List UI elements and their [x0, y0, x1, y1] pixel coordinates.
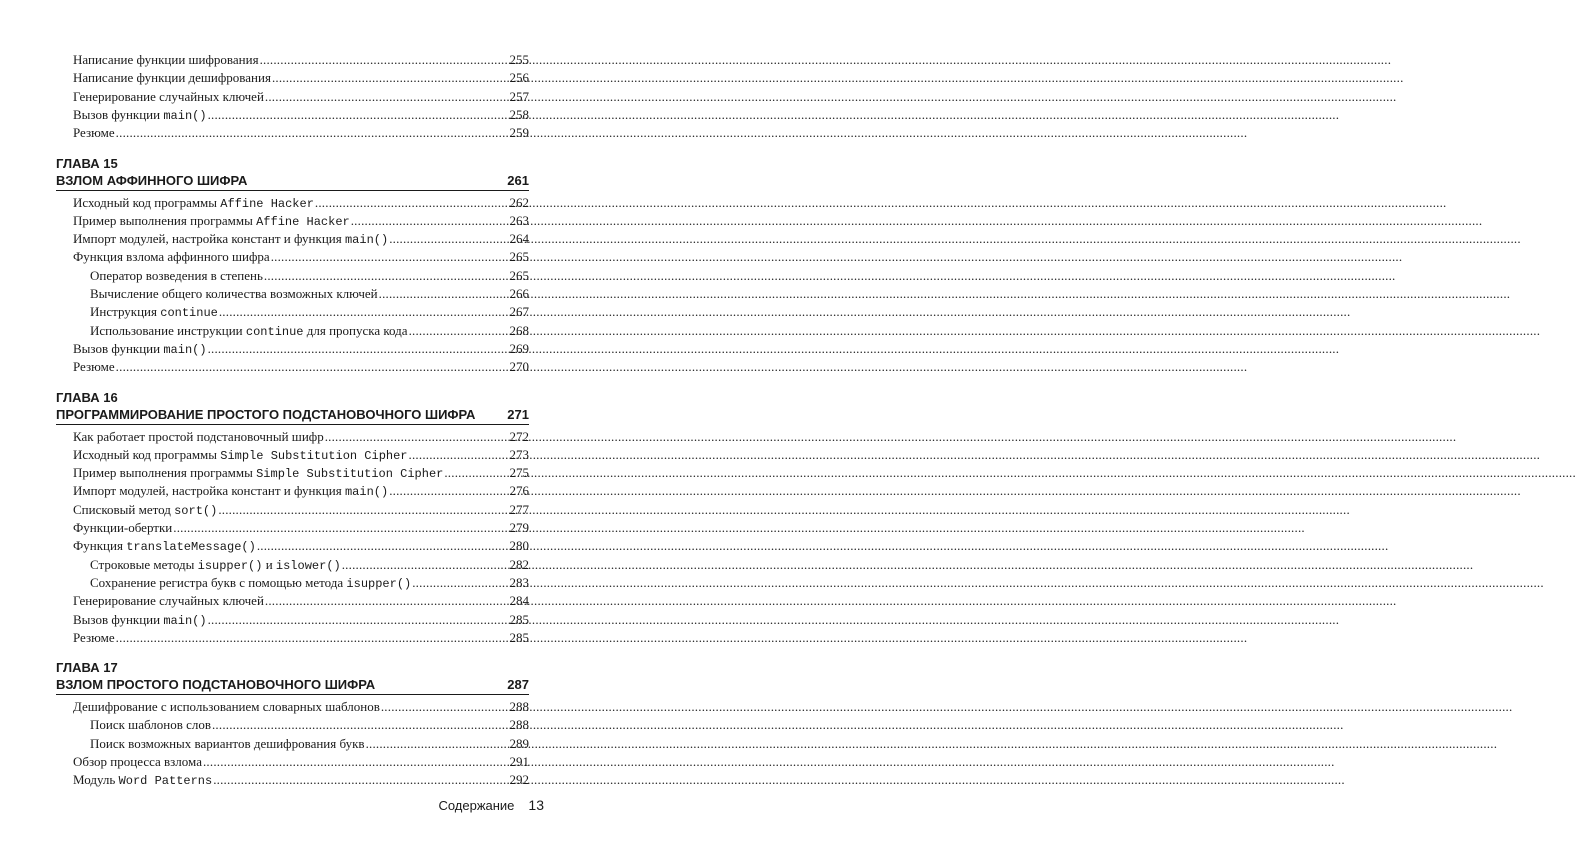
toc-page-number: 255	[509, 52, 529, 67]
chapter-title: ВЗЛОМ ПРОСТОГО ПОДСТАНОВОЧНОГО ШИФРА	[56, 677, 376, 693]
toc-page-number: 257	[509, 88, 529, 104]
toc-entry[interactable]	[73, 447, 529, 463]
leader-dots	[208, 107, 509, 123]
chapter-label	[56, 660, 529, 676]
chapter-label	[56, 390, 529, 406]
leader-dots	[409, 447, 509, 463]
chapter-title-row[interactable]	[56, 173, 529, 191]
toc-subentry[interactable]	[90, 736, 529, 752]
leader-dots	[116, 630, 509, 646]
leader-dots	[389, 231, 508, 247]
toc-page-number: 273	[509, 446, 529, 462]
toc-subentry[interactable]	[90, 323, 529, 339]
toc-entry[interactable]	[73, 70, 529, 86]
toc-entry[interactable]	[73, 52, 529, 68]
toc-page-number: 285	[509, 611, 529, 627]
toc-page-number: 269	[509, 340, 529, 356]
toc-entry[interactable]	[73, 699, 529, 715]
leader-dots	[366, 736, 509, 752]
toc-entry[interactable]	[73, 195, 529, 211]
toc-entry[interactable]	[73, 231, 529, 247]
toc-entry-title: Написание функции дешифрования	[73, 70, 271, 86]
toc-subentry[interactable]	[90, 557, 529, 573]
leader-dots	[116, 125, 509, 141]
toc-entry[interactable]	[73, 429, 529, 445]
toc-entry[interactable]	[73, 772, 529, 788]
toc-entry-title: Резюме	[73, 125, 115, 141]
chapter-page-number: 261	[507, 172, 529, 188]
toc-page-number: 270	[509, 359, 529, 375]
leader-dots	[412, 575, 508, 591]
toc-page-number: 277	[509, 501, 529, 517]
leader-dots	[218, 502, 508, 518]
toc-page-number: 291	[509, 754, 529, 769]
toc-entry-title: Генерирование случайных ключей	[73, 88, 264, 104]
toc-entry-title: Вызов функции main()	[73, 340, 207, 357]
chapter-title: ПРОГРАММИРОВАНИЕ ПРОСТОГО ПОДСТАНОВОЧНОГО ШИФРА	[56, 406, 476, 422]
toc-entry-title: Импорт модулей, настройка констант и функция main()	[73, 483, 389, 500]
toc-entry-title: Инструкция continue	[90, 304, 218, 321]
chapter-page-number: 271	[507, 406, 529, 422]
toc-page-number: 285	[509, 629, 529, 645]
leader-dots	[257, 538, 509, 554]
leader-dots	[381, 699, 509, 715]
leader-dots	[272, 70, 509, 86]
leader-dots	[212, 717, 509, 733]
toc-entry[interactable]	[73, 107, 529, 123]
toc-entry-title: Поиск шаблонов слов	[90, 717, 211, 733]
toc-page-number: 284	[509, 593, 529, 609]
toc-entry-title: Пример выполнения программы Simple Substitution Cipher	[73, 465, 444, 482]
toc-entry[interactable]	[73, 89, 529, 105]
toc-page-number: 288	[509, 717, 529, 733]
leader-dots	[315, 195, 509, 211]
toc-entry-title: Использование инструкции continue для пропуска кода	[90, 322, 408, 339]
toc-entry-title: Дешифрование с использованием словарных шаблонов	[73, 699, 380, 715]
toc-entry[interactable]	[73, 754, 529, 770]
toc-entry-title: Сохранение регистра букв с помощью метода isupper()	[90, 574, 412, 591]
toc-entry-title: Импорт модулей, настройка констант и функция main()	[73, 231, 389, 248]
toc-entry-title: Вычисление общего количества возможных ключей	[90, 286, 378, 301]
toc-page-number: 282	[509, 556, 529, 572]
toc-subentry[interactable]	[90, 268, 529, 284]
toc-subentry[interactable]	[90, 575, 529, 591]
toc-page-number: 265	[509, 267, 529, 283]
toc-entry-title: Обзор процесса взлома	[73, 754, 202, 769]
toc-entry-title: Исходный код программы Affine Hacker	[73, 194, 314, 211]
toc-page-number: 283	[509, 574, 529, 590]
toc-subentry[interactable]	[90, 304, 529, 320]
chapter-label-text: ГЛАВА 15	[56, 155, 118, 171]
leader-dots	[325, 429, 509, 445]
chapter-label	[56, 156, 529, 172]
toc-entry[interactable]	[73, 125, 529, 141]
toc-page-number: 264	[509, 231, 529, 247]
leader-dots	[173, 520, 508, 536]
toc-page-number: 267	[509, 304, 529, 320]
leader-dots	[219, 304, 509, 320]
chapter-title: ВЗЛОМ АФФИННОГО ШИФРА	[56, 172, 248, 188]
toc-subentry[interactable]	[90, 717, 529, 733]
toc-entry-title: Генерирование случайных ключей	[73, 593, 264, 609]
leader-dots	[342, 557, 509, 573]
toc-entry-title: Функция translateMessage()	[73, 538, 256, 555]
toc-entry[interactable]	[73, 341, 529, 357]
leader-dots	[116, 359, 509, 375]
toc-page-number: 292	[509, 772, 529, 788]
toc-page-number: 289	[509, 735, 529, 751]
toc-entry[interactable]	[73, 213, 529, 229]
toc-entry[interactable]	[73, 520, 529, 536]
toc-entry-title: Функция взлома аффинного шифра	[73, 249, 270, 265]
leader-dots	[379, 286, 509, 302]
toc-entry-title: Функции-обертки	[73, 520, 173, 535]
page-footer	[438, 797, 544, 813]
toc-page-number: 272	[509, 428, 529, 444]
toc-entry[interactable]	[73, 465, 529, 481]
toc-entry[interactable]	[73, 612, 529, 628]
leader-dots	[203, 754, 509, 770]
leader-dots	[264, 268, 509, 284]
toc-entry[interactable]	[73, 593, 529, 609]
leader-dots	[260, 52, 509, 68]
toc-entry-title: Исходный код программы Simple Substitution Cipher	[73, 446, 408, 463]
toc-entry[interactable]	[73, 630, 529, 646]
toc-page-number: 288	[509, 699, 529, 715]
chapter-title-row[interactable]	[56, 677, 529, 695]
leader-dots	[444, 465, 508, 481]
toc-entry[interactable]	[73, 249, 529, 265]
toc-entry-title: Вызов функции main()	[73, 106, 207, 123]
chapter-title-row[interactable]	[56, 407, 529, 425]
toc-page-number: 262	[509, 194, 529, 210]
leader-dots	[208, 612, 509, 628]
toc-page-number: 276	[509, 483, 529, 499]
leader-dots	[213, 772, 508, 788]
leader-dots	[208, 341, 509, 357]
toc-entry-title: Пример выполнения программы Affine Hacker	[73, 212, 350, 229]
toc-entry-title: Резюме	[73, 629, 115, 645]
toc-entry[interactable]	[73, 483, 529, 499]
page-number: 13	[528, 797, 544, 813]
toc-entry-title: Оператор возведения в степень	[90, 267, 263, 283]
leader-dots	[265, 89, 509, 105]
leader-dots	[409, 323, 509, 339]
toc-page-number: 266	[509, 286, 529, 301]
toc-entry-title: Поиск возможных вариантов дешифрования букв	[90, 735, 365, 751]
toc-entry-title: Вызов функции main()	[73, 611, 207, 628]
toc-page-number: 256	[509, 70, 529, 86]
toc-page-number: 265	[509, 249, 529, 265]
toc-page-number: 263	[509, 212, 529, 228]
toc-subentry[interactable]	[90, 286, 529, 302]
leader-dots	[389, 483, 508, 499]
leader-dots	[351, 213, 509, 229]
toc-entry-title: Модуль Word Patterns	[73, 772, 213, 789]
toc-entry-title: Строковые методы isupper() и islower()	[90, 556, 341, 573]
toc-page	[0, 0, 600, 859]
toc-entry-title: Как работает простой подстановочный шифр	[73, 428, 324, 444]
toc-page-number: 268	[509, 322, 529, 338]
toc-page-number: 275	[509, 465, 529, 481]
chapter-label-text: ГЛАВА 17	[56, 660, 118, 676]
toc-page-number: 279	[509, 520, 529, 535]
toc-entry-title: Написание функции шифрования	[73, 52, 259, 67]
toc-page-number: 258	[509, 106, 529, 122]
leader-dots	[271, 249, 509, 265]
toc-entry-title: Списковый метод sort()	[73, 501, 218, 518]
toc-page-number: 280	[509, 538, 529, 554]
toc-entry-title: Резюме	[73, 359, 115, 375]
toc-entry[interactable]	[73, 502, 529, 518]
toc-entry[interactable]	[73, 538, 529, 554]
chapter-page-number: 287	[507, 677, 529, 693]
toc-entry[interactable]	[73, 359, 529, 375]
chapter-label-text: ГЛАВА 16	[56, 389, 118, 405]
footer-label: Содержание	[438, 798, 515, 813]
toc-page-number: 259	[509, 125, 529, 141]
leader-dots	[265, 593, 509, 609]
